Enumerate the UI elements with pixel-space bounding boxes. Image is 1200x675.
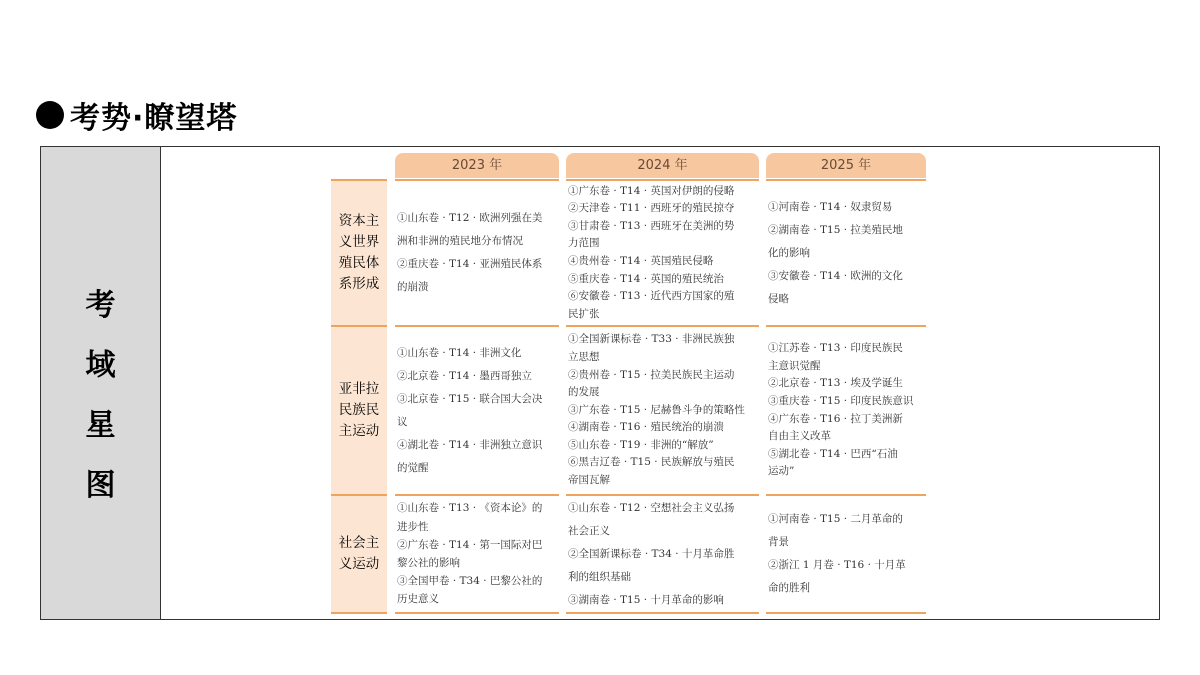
category-cell: 亚非拉 民族民 主运动 (331, 325, 387, 494)
category-cell: 资本主 义世界 殖民体 系形成 (331, 179, 387, 325)
side-title-char: 域 (85, 348, 116, 383)
divider (395, 612, 559, 614)
table-cell: ①河南卷 · T14 · 奴隶贸易 ②湖南卷 · T15 · 拉美殖民地 化的影响 ③安徽卷 · T14 · 欧洲的文化 侵略 (766, 179, 926, 325)
table-cell: ①江苏卷 · T13 · 印度民族民 主意识觉醒 ②北京卷 · T13 · 埃及学诞生 ③重庆卷 · T15 · 印度民族意识 ④广东卷 · T16 · 拉丁美洲新 自由主义改革 ⑤湖北卷 · T14 · 巴西“石油 运动” (766, 325, 926, 494)
divider (331, 612, 387, 614)
heading-text: 考势·瞭望塔 (70, 101, 238, 136)
table-cell: ①广东卷 · T14 · 英国对伊朗的侵略 ②天津卷 · T11 · 西班牙的殖民掠夺 ③甘肃卷 · T13 · 西班牙在美洲的势 力范围 ④贵州卷 · T14 · 英国殖民侵略 ⑤重庆卷 · T14 · 英国的殖民统治 ⑥安徽卷 · T13 · 近代西方国家的殖 民扩张 (566, 179, 759, 325)
divider (766, 612, 926, 614)
table-cell: ①河南卷 · T15 · 二月革命的 背景 ②浙江 1 月卷 · T16 · 十月革 命的胜利 (766, 494, 926, 612)
table-cell: ①山东卷 · T12 · 欧洲列强在美 洲和非洲的殖民地分布情况 ②重庆卷 · T14 · 亚洲殖民体系 的崩溃 (395, 179, 559, 325)
side-title-char: 星 (85, 408, 116, 443)
side-title-char: 考 (85, 288, 116, 323)
table-cell: ①全国新课标卷 · T33 · 非洲民族独 立思想 ②贵州卷 · T15 · 拉美民族民主运动 的发展 ③广东卷 · T15 · 尼赫鲁斗争的策略性 ④湖南卷 · T16 · 殖民统治的崩溃 ⑤山东卷 · T19 · 非洲的“解放” ⑥黑吉辽卷 · T15 · 民族解放与殖民 帝国瓦解 (566, 325, 759, 494)
year-tab-2025: 2025 年 (766, 153, 926, 178)
bullet-dot-icon (36, 101, 64, 129)
table-cell: ①山东卷 · T12 · 空想社会主义弘扬 社会正义 ②全国新课标卷 · T34 · 十月革命胜 利的组织基础 ③湖南卷 · T15 · 十月革命的影响 (566, 494, 759, 612)
year-tab-2024: 2024 年 (566, 153, 759, 178)
category-cell: 社会主 义运动 (331, 494, 387, 612)
section-heading (36, 93, 237, 137)
divider (566, 612, 759, 614)
side-title-char: 图 (85, 468, 116, 503)
table-cell: ①山东卷 · T14 · 非洲文化 ②北京卷 · T14 · 墨西哥独立 ③北京卷 · T15 · 联合国大会决 议 ④湖北卷 · T14 · 非洲独立意识 的觉醒 (395, 325, 559, 494)
side-title-panel (41, 147, 161, 619)
year-tab-2023: 2023 年 (395, 153, 559, 178)
table-cell: ①山东卷 · T13 · 《资本论》的 进步性 ②广东卷 · T14 · 第一国际对巴 黎公社的影响 ③全国甲卷 · T34 · 巴黎公社的 历史意义 (395, 494, 559, 612)
